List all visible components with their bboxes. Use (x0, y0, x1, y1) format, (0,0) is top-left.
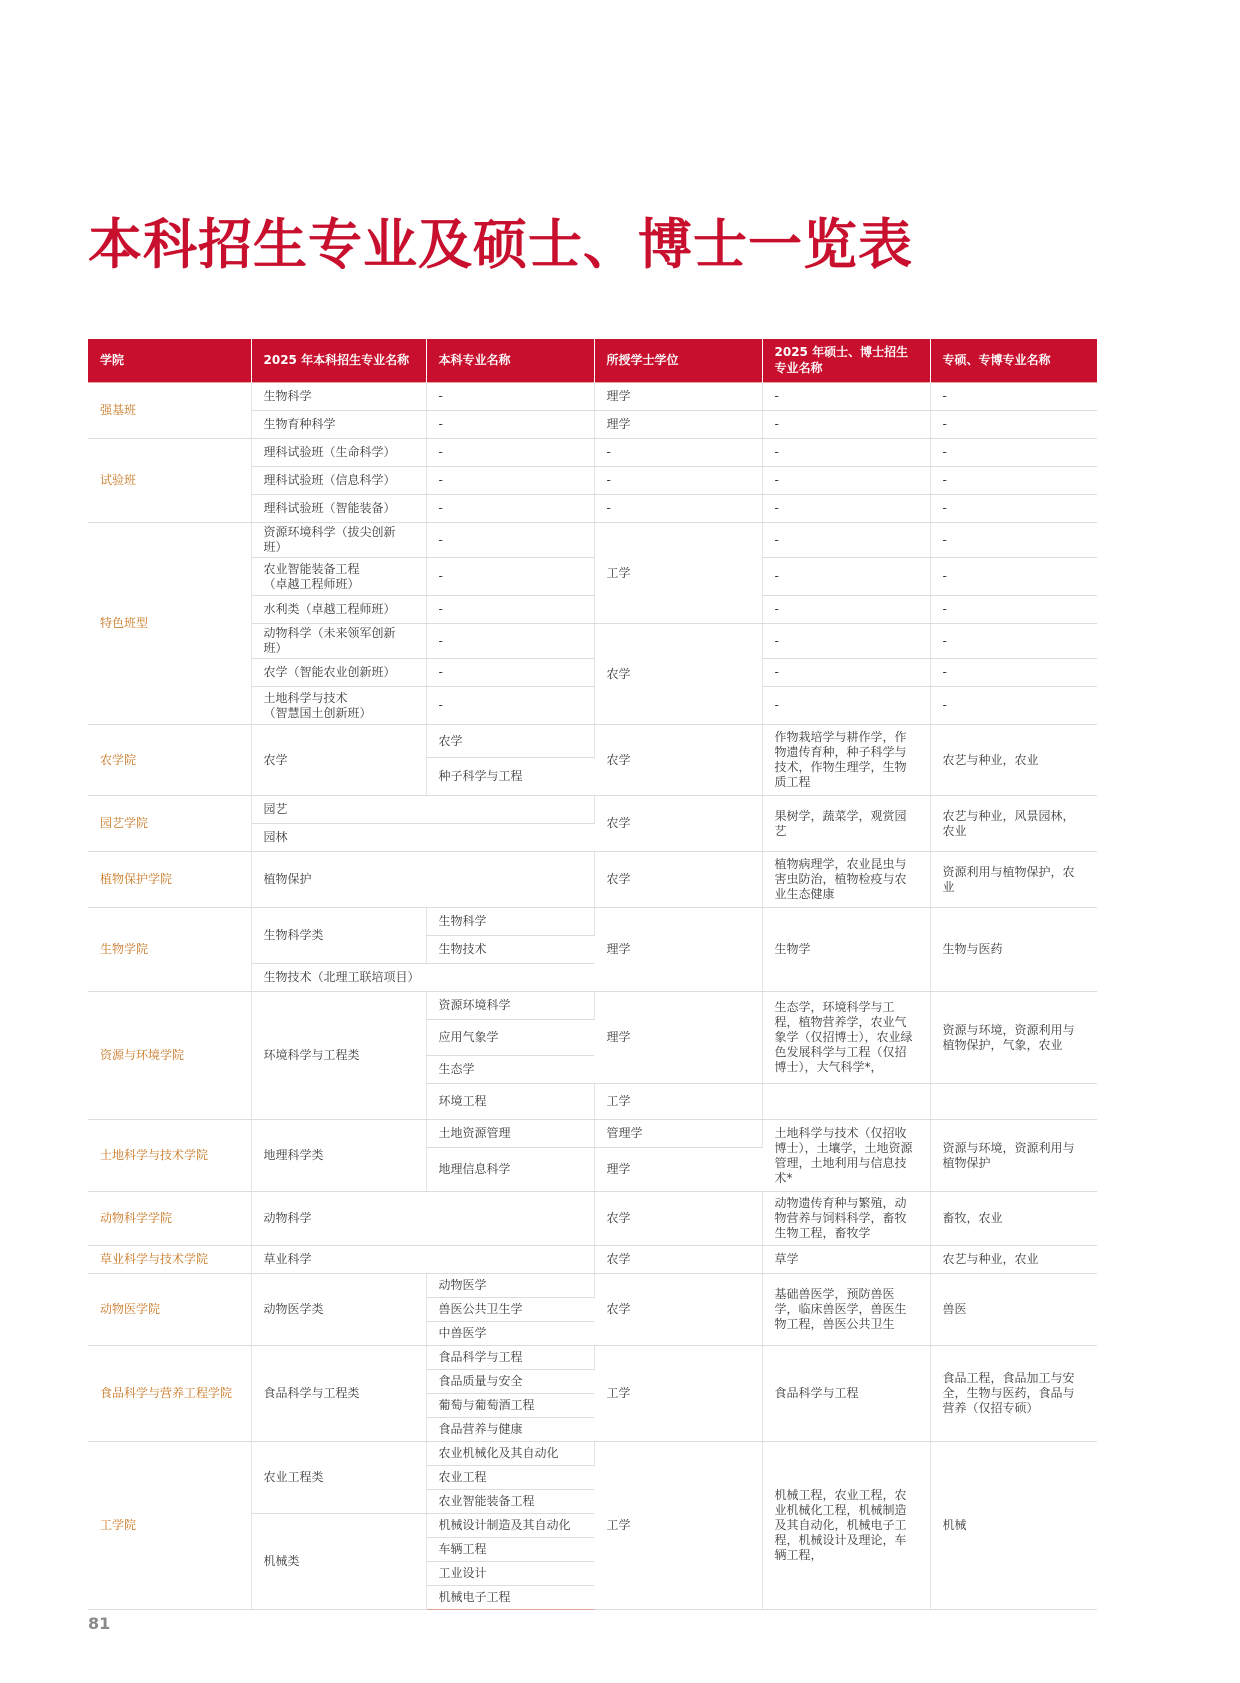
table-cell: 农学（智能农业创新班） (251, 659, 426, 687)
table-cell: - (426, 439, 594, 467)
table-cell: - (426, 523, 594, 558)
college-cell: 土地科学与技术学院 (88, 1120, 251, 1192)
header-graduate-majors: 2025 年硕士、博士招生专业名称 (762, 339, 930, 383)
table-cell: 土地科学与技术 （智慧国土创新班） (251, 687, 426, 725)
table-cell: 种子科学与工程 (426, 758, 594, 796)
table-row (88, 852, 1097, 908)
table-cell: 地理科学类 (251, 1120, 426, 1192)
table-cell: 草学 (762, 1246, 930, 1274)
table-cell: 工学 (594, 1084, 762, 1120)
table-cell: - (426, 383, 594, 411)
table-cell: 动物科学（未来领军创新班） (251, 624, 426, 659)
table-cell: 工学 (594, 1346, 762, 1442)
table-cell: - (426, 495, 594, 523)
table-cell: - (426, 687, 594, 725)
table-cell: 生物科学类 (251, 908, 426, 964)
table-cell: 葡萄与葡萄酒工程 (426, 1394, 594, 1418)
table-cell: - (930, 467, 1097, 495)
table-cell: 农学 (594, 796, 762, 852)
table-cell: 生态学 (426, 1056, 594, 1084)
table-cell: - (930, 558, 1097, 596)
table-cell: 机械工程，农业工程，农业机械化工程，机械制造及其自动化，机械电子工程，机械设计及理论，车辆工程， (762, 1442, 930, 1610)
table-row (88, 1246, 1097, 1274)
table-cell: - (762, 659, 930, 687)
table-cell: - (930, 439, 1097, 467)
table-row (88, 439, 1097, 467)
table-cell: 资源利用与植物保护，农业 (930, 852, 1097, 908)
table-cell: - (762, 467, 930, 495)
table-cell: - (426, 624, 594, 659)
table-cell: 农学 (594, 1274, 762, 1346)
table-cell: - (762, 495, 930, 523)
table-cell: 中兽医学 (426, 1322, 594, 1346)
header-bachelor-degree: 所授学士学位 (594, 339, 762, 383)
table-cell: 农学 (594, 852, 762, 908)
header-college: 学院 (88, 339, 251, 383)
table-cell: 动物医学 (426, 1274, 594, 1298)
table-cell: 理学 (594, 1148, 762, 1192)
table-row (88, 725, 1097, 758)
table-cell: 工业设计 (426, 1562, 594, 1586)
table-cell: - (426, 467, 594, 495)
table-cell: 资源与环境，资源利用与植物保护，气象，农业 (930, 992, 1097, 1084)
college-cell: 植物保护学院 (88, 852, 251, 908)
table-cell: - (594, 495, 762, 523)
table-cell: 食品科学与工程 (426, 1346, 594, 1370)
table-cell: 园林 (251, 824, 594, 852)
table-cell: - (426, 659, 594, 687)
table-cell: - (762, 383, 930, 411)
table-cell: 生态学，环境科学与工程，植物营养学，农业气象学（仅招博士），农业绿色发展科学与工程（仅招博士），大气科学*， (762, 992, 930, 1084)
table-cell: 生物科学 (251, 383, 426, 411)
table-cell: 畜牧，农业 (930, 1192, 1097, 1246)
page-number: 81 (88, 1614, 111, 1633)
table-cell: 生物技术（北理工联培项目） (251, 964, 594, 992)
table-cell: - (930, 687, 1097, 725)
table-cell: 理科试验班（生命科学） (251, 439, 426, 467)
college-cell: 工学院 (88, 1442, 251, 1610)
table-cell: 理学 (594, 383, 762, 411)
table-cell (762, 1084, 930, 1120)
table-cell: 农艺与种业，农业 (930, 1246, 1097, 1274)
table-cell: 食品工程，食品加工与安全，生物与医药，食品与营养（仅招专硕） (930, 1346, 1097, 1442)
table-cell: 农学 (594, 725, 762, 796)
table-cell: 兽医 (930, 1274, 1097, 1346)
table-cell: 草业科学 (251, 1246, 594, 1274)
table-cell: 工学 (594, 523, 762, 624)
college-cell: 动物科学学院 (88, 1192, 251, 1246)
table-cell: - (930, 523, 1097, 558)
table-cell: 农艺与种业，农业 (930, 725, 1097, 796)
table-cell: - (930, 383, 1097, 411)
table-body (88, 383, 1097, 1610)
table-cell: - (762, 558, 930, 596)
table-cell: 食品科学与工程 (762, 1346, 930, 1442)
table-cell: 兽医公共卫生学 (426, 1298, 594, 1322)
table-cell: 理学 (594, 908, 762, 992)
table-cell: 基础兽医学，预防兽医学，临床兽医学，兽医生物工程，兽医公共卫生 (762, 1274, 930, 1346)
table-cell: 土地科学与技术（仅招收博士），土壤学，土地资源管理，土地利用与信息技术* (762, 1120, 930, 1192)
table-cell: 资源环境科学（拔尖创新班） (251, 523, 426, 558)
table-cell: - (762, 439, 930, 467)
table-cell: - (930, 495, 1097, 523)
table-cell: - (762, 624, 930, 659)
table-cell: 应用气象学 (426, 1020, 594, 1056)
table-cell: 农业智能装备工程 (426, 1490, 594, 1514)
table-cell: 农学 (251, 725, 426, 796)
table-cell: 动物医学类 (251, 1274, 426, 1346)
table-cell: 食品营养与健康 (426, 1418, 594, 1442)
table-row (88, 796, 1097, 824)
table-cell: - (762, 411, 930, 439)
table-cell: 农业智能装备工程 （卓越工程师班） (251, 558, 426, 596)
table-cell: 理科试验班（智能装备） (251, 495, 426, 523)
table-cell: 环境科学与工程类 (251, 992, 426, 1120)
table-row (88, 992, 1097, 1020)
table-cell: - (762, 523, 930, 558)
table-row (88, 1346, 1097, 1370)
header-2025-undergrad-major: 2025 年本科招生专业名称 (251, 339, 426, 383)
table-cell: 机械类 (251, 1514, 426, 1610)
table-cell: - (594, 439, 762, 467)
table-cell: 资源与环境，资源利用与植物保护 (930, 1120, 1097, 1192)
table-cell: - (426, 596, 594, 624)
table-row (88, 1120, 1097, 1148)
table-row (88, 1274, 1097, 1298)
table-cell: 农学 (594, 1192, 762, 1246)
college-cell: 草业科学与技术学院 (88, 1246, 251, 1274)
table-cell: 动物科学 (251, 1192, 594, 1246)
college-cell: 动物医学院 (88, 1274, 251, 1346)
table-cell: 环境工程 (426, 1084, 594, 1120)
table-cell: 农学 (594, 1246, 762, 1274)
table-header-row (88, 339, 1097, 383)
table-row (88, 383, 1097, 411)
table-cell: 生物学 (762, 908, 930, 992)
page-title: 本科招生专业及硕士、博士一览表 (88, 213, 913, 276)
table-cell: 理学 (594, 992, 762, 1084)
table-cell: - (930, 659, 1097, 687)
table-cell: 地理信息科学 (426, 1148, 594, 1192)
table-cell: 果树学，蔬菜学，观赏园艺 (762, 796, 930, 852)
table-cell: 机械设计制造及其自动化 (426, 1514, 594, 1538)
table-cell: 理学 (594, 411, 762, 439)
table-cell: 农学 (594, 624, 762, 725)
table-cell: - (930, 624, 1097, 659)
table-cell: - (762, 596, 930, 624)
college-cell: 食品科学与营养工程学院 (88, 1346, 251, 1442)
table-cell: 植物病理学，农业昆虫与害虫防治，植物检疫与农业生态健康 (762, 852, 930, 908)
table-cell: 生物与医药 (930, 908, 1097, 992)
table-cell: 作物栽培学与耕作学，作物遗传育种，种子科学与技术，作物生理学，生物质工程 (762, 725, 930, 796)
table-row (88, 1442, 1097, 1466)
majors-table (88, 339, 1097, 1610)
college-cell: 生物学院 (88, 908, 251, 992)
table-cell: 食品科学与工程类 (251, 1346, 426, 1442)
table-cell: 农艺与种业，风景园林，农业 (930, 796, 1097, 852)
table-cell: 农业工程类 (251, 1442, 426, 1514)
college-cell: 农学院 (88, 725, 251, 796)
table-cell: 生物育种科学 (251, 411, 426, 439)
table-cell: 园艺 (251, 796, 594, 824)
table-cell: 管理学 (594, 1120, 762, 1148)
table-cell: 食品质量与安全 (426, 1370, 594, 1394)
college-cell: 资源与环境学院 (88, 992, 251, 1120)
table-cell: 水利类（卓越工程师班） (251, 596, 426, 624)
table-row (88, 908, 1097, 936)
table-cell: - (426, 558, 594, 596)
table-cell: 农业机械化及其自动化 (426, 1442, 594, 1466)
college-cell: 特色班型 (88, 523, 251, 725)
table-cell: 植物保护 (251, 852, 594, 908)
header-professional-majors: 专硕、专博专业名称 (930, 339, 1097, 383)
table-cell: 资源环境科学 (426, 992, 594, 1020)
table-cell: 农业工程 (426, 1466, 594, 1490)
table-cell: 车辆工程 (426, 1538, 594, 1562)
table-cell: 农学 (426, 725, 594, 758)
table-cell: 理科试验班（信息科学） (251, 467, 426, 495)
table-cell: 生物科学 (426, 908, 594, 936)
table-cell: - (930, 596, 1097, 624)
table-row (88, 523, 1097, 558)
table-cell (930, 1084, 1097, 1120)
table-cell: 生物技术 (426, 936, 594, 964)
table-cell: - (930, 411, 1097, 439)
table-row (88, 1192, 1097, 1246)
table-cell: 机械 (930, 1442, 1097, 1610)
table-cell: - (594, 467, 762, 495)
table-cell: 工学 (594, 1442, 762, 1610)
college-cell: 园艺学院 (88, 796, 251, 852)
table-cell: 土地资源管理 (426, 1120, 594, 1148)
college-cell: 试验班 (88, 439, 251, 523)
college-cell: 强基班 (88, 383, 251, 439)
table-cell: - (426, 411, 594, 439)
table-cell: 动物遗传育种与繁殖，动物营养与饲料科学，畜牧生物工程，畜牧学 (762, 1192, 930, 1246)
table-cell: - (762, 687, 930, 725)
header-undergrad-major: 本科专业名称 (426, 339, 594, 383)
table-cell: 机械电子工程 (426, 1586, 594, 1610)
